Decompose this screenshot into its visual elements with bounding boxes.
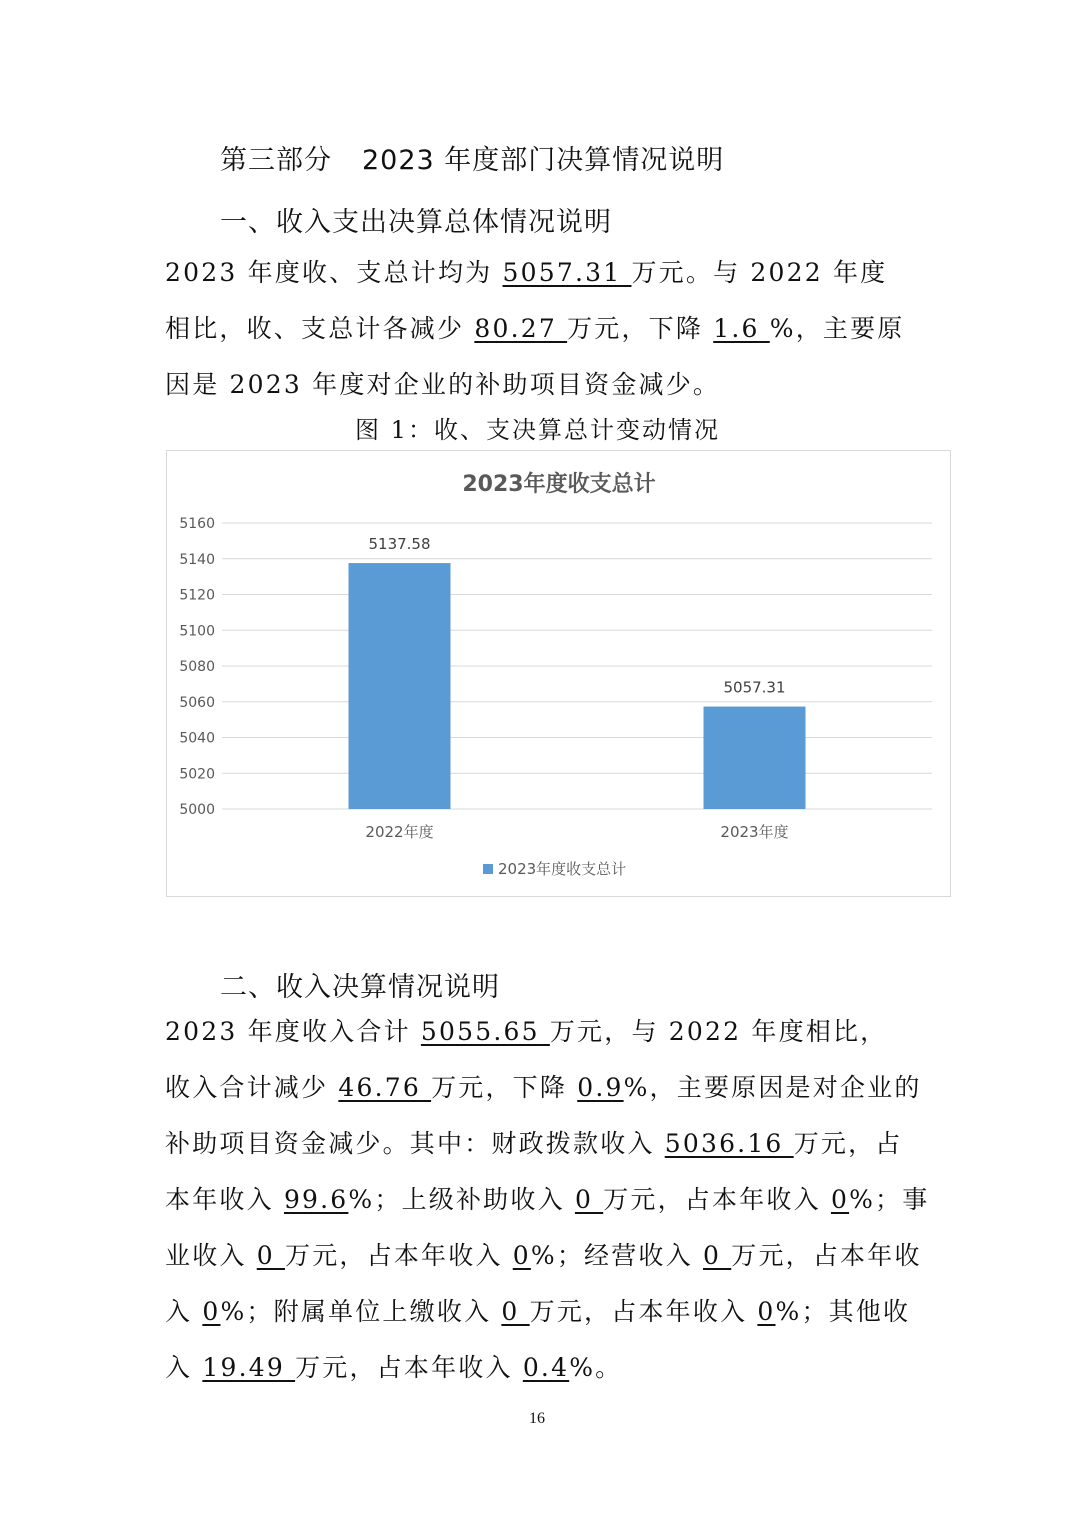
page-number: 16 (529, 1410, 545, 1427)
text-line: 本年收入 99.6%；上级补助收入 0 万元，占本年收入 0%；事 (165, 1185, 930, 1214)
x-tick-label: 2023年度 (720, 823, 789, 841)
part-title: 2023 年度部门决算情况说明 (362, 145, 725, 176)
text-line: 2023 年度收、支总计均为 5057.31 万元。与 2022 年度 (165, 258, 888, 287)
y-tick-label: 5100 (179, 623, 215, 640)
legend-swatch (483, 864, 493, 874)
paragraph-1 (165, 245, 910, 413)
legend-label: 2023年度收支总计 (498, 860, 627, 878)
part-heading (220, 138, 724, 177)
y-tick-label: 5060 (179, 694, 215, 711)
text-line: 收入合计减少 46.76 万元，下降 0.9%，主要原因是对企业的 (165, 1073, 922, 1102)
y-tick-label: 5040 (179, 730, 215, 747)
chart-canvas (167, 451, 952, 898)
x-tick-label: 2022年度 (365, 823, 434, 841)
text-line: 入 19.49 万元，占本年收入 0.4%。 (165, 1353, 623, 1382)
y-tick-label: 5120 (179, 587, 215, 604)
y-axis-ticks (179, 516, 215, 818)
section-heading-1: 一、收入支出决算总体情况说明 (220, 207, 612, 238)
bar-chart (166, 450, 951, 897)
text-line: 业收入 0 万元，占本年收入 0%；经营收入 0 万元，占本年收 (165, 1241, 922, 1270)
legend (483, 860, 626, 878)
text-line: 2023 年度收入合计 5055.65 万元，与 2022 年度相比， (165, 1017, 888, 1046)
text-line: 因是 2023 年度对企业的补助项目资金减少。 (165, 370, 721, 399)
x-axis-ticks (365, 823, 788, 841)
y-tick-label: 5080 (179, 659, 215, 675)
figure-caption: 图 1：收、支决算总计变动情况 (355, 416, 720, 444)
y-tick-label: 5000 (179, 802, 215, 818)
part-prefix: 第三部分 (220, 145, 332, 176)
text-line: 补助项目资金减少。其中：财政拨款收入 5036.16 万元，占 (165, 1129, 903, 1158)
y-tick-label: 5020 (179, 766, 215, 783)
gridlines (222, 523, 932, 809)
y-tick-label: 5140 (179, 551, 215, 568)
bar (349, 563, 451, 809)
data-label: 5137.58 (368, 535, 431, 554)
text-line: 入 0%；附属单位上缴收入 0 万元，占本年收入 0%；其他收 (165, 1297, 911, 1326)
section-heading-2: 二、收入决算情况说明 (220, 972, 500, 1003)
y-tick-label: 5160 (179, 516, 215, 532)
paragraph-2 (165, 1004, 930, 1396)
chart-title: 2023年度收支总计 (462, 472, 656, 497)
text-line: 相比，收、支总计各减少 80.27 万元，下降 1.6 %，主要原 (165, 314, 905, 343)
bar (704, 707, 806, 809)
data-label: 5057.31 (723, 678, 786, 697)
